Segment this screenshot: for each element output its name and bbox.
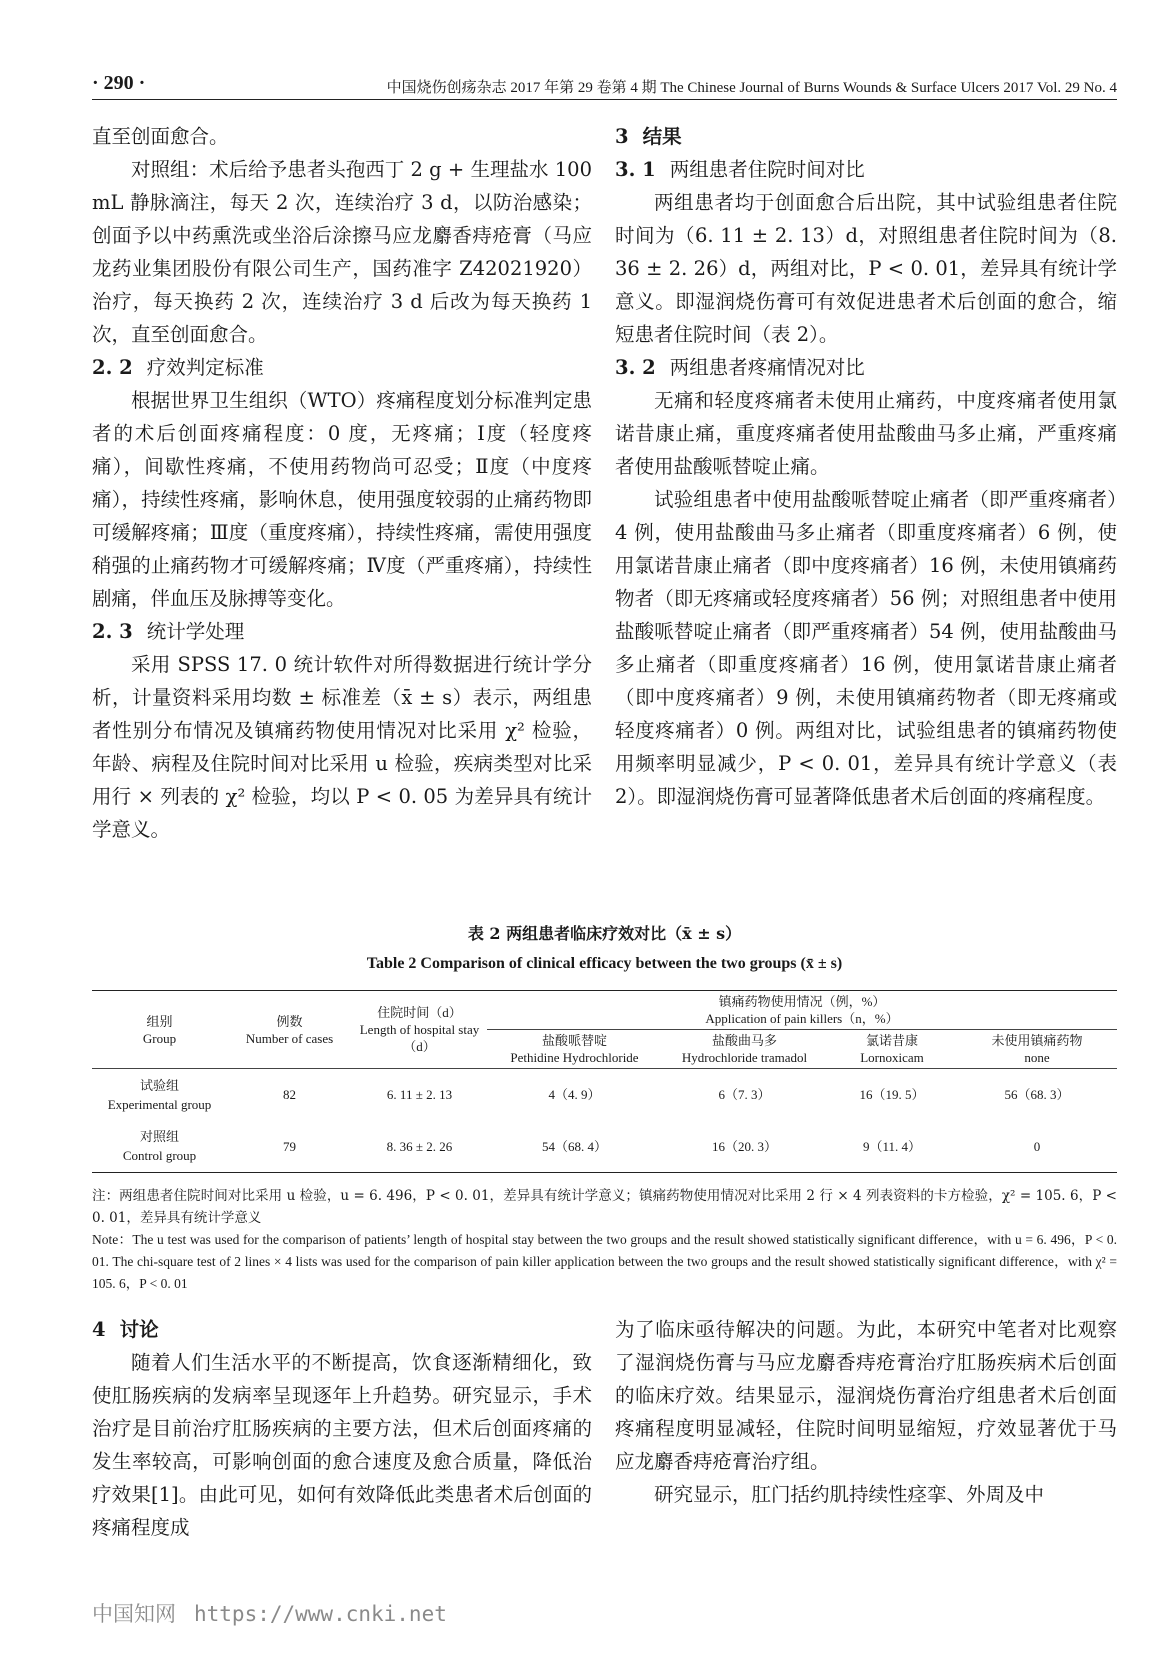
header-label-cn: 盐酸哌替啶 [541,1033,607,1048]
table-caption-cn: 表 2 两组患者临床疗效对比（x̄ ± s） [467,924,742,943]
header-label-en: Length of hospital stay（d） [359,1022,480,1054]
left-column-bottom [92,1313,592,1544]
paragraph: 直至创面愈合。 [92,125,229,148]
watermark-url: https://www.cnki.net [194,1602,447,1626]
header-stay [352,991,487,1069]
header-group [92,991,227,1069]
table-caption-en: Table 2 Comparison of clinical efficacy between the two groups (x̄ ± s) [366,955,843,972]
left-column-top [92,120,592,846]
header-lornoxicam [827,1030,957,1069]
header-tramadol [662,1030,827,1069]
header-label-cn: 盐酸曲马多 [711,1033,777,1048]
header-label-cn: 镇痛药物使用情况（例，%） [718,994,886,1009]
journal-citation: 中国烧伤创疡杂志 2017 年第 29 卷第 4 期 The Chinese Journal of Burns Wounds & Surface Ulcers 2017 Vol. 29 No. 4 [386,80,1117,96]
cell-cases: 79 [227,1121,352,1173]
section-number: 2. 3 [92,620,133,643]
header-label-cn: 未使用镇痛药物 [991,1033,1083,1048]
paragraph: 随着人们生活水平的不断提高，饮食逐渐精细化，致使肛肠疾病的发病率呈现逐年上升趋势。研究显示，手术治疗是目前治疗肛肠疾病的主要方法，但术后创面疼痛的发生率较高，可影响创面的愈合速度及愈合质量，降低治疗效果[1]。由此可见，如何有效降低此类患者术后创面的疼痛程度成 [92,1351,592,1539]
results-table [92,990,1117,1173]
paragraph: 对照组：术后给予患者头孢西丁 2 g + 生理盐水 100 mL 静脉滴注，每天 2 次，连续治疗 3 d，以防治感染；创面予以中药熏洗或坐浴后涂擦马应龙麝香痔疮膏（马应龙药业集团股份有限公司生产，国药准字 Z42021920）治疗，每天换药 2 次，连续治疗 3 d 后改为每天换药 1 次，直至创面愈合。 [92,158,592,346]
cell-tramadol: 16（20. 3） [662,1121,827,1173]
watermark-brand: 中国知网 [92,1602,176,1626]
group-label-cn: 对照组 [139,1129,179,1145]
cell-lornoxicam: 9（11. 4） [827,1121,957,1173]
section-heading-4 [92,1313,592,1346]
header-label-en: none [1024,1050,1050,1065]
paragraph: 无痛和轻度疼痛者未使用止痛药，中度疼痛者使用氯诺昔康止痛，重度疼痛者使用盐酸曲马多止痛，严重疼痛者使用盐酸哌替啶止痛。 [615,389,1117,478]
header-label-en: Pethidine Hydrochloride [510,1050,639,1065]
section-number: 3 [615,125,629,148]
header-label-en: Number of cases [245,1030,334,1046]
section-heading-3-1 [615,153,1117,186]
header-label-cn: 住院时间（d） [377,1005,462,1020]
section-title: 两组患者疼痛情况对比 [669,356,865,379]
header-label-cn: 组别 [146,1013,173,1029]
cnki-watermark [92,1598,447,1628]
table-note-en: Note：The u test was used for the comparison of patients’ length of hospital stay between the two groups and the result showed statistically significant difference，with u = 6. 496，P < 0. 01. The chi-square test of 2 lines × 4 lists was used for the comparison of pain killer application between the two groups and the result showed statistically significant difference，with χ² = 105. 6，P < 0. 01 [92,1232,1117,1291]
section-title: 统计学处理 [146,620,245,643]
header-pain-killers [487,991,1117,1030]
header-pethidine [487,1030,662,1069]
paragraph: 根据世界卫生组织（WTO）疼痛程度划分标准判定患者的术后创面疼痛程度：0 度，无疼痛；Ⅰ度（轻度疼痛），间歇性疼痛，不使用药物尚可忍受；Ⅱ度（中度疼痛），持续性疼痛，影响休息，使用强度较弱的止痛药物即可缓解疼痛；Ⅲ度（重度疼痛），持续性疼痛，需使用强度稍强的止痛药物才可缓解疼痛；Ⅳ度（严重疼痛），持续性剧痛，伴血压及脉搏等变化。 [92,389,592,610]
cell-cases: 82 [227,1069,352,1121]
table-row [92,1121,1117,1173]
header-none [957,1030,1117,1069]
running-header [92,70,1117,100]
cell-lornoxicam: 16（19. 5） [827,1069,957,1121]
section-heading-3 [615,120,1117,153]
header-label-en: Application of pain killers（n，%） [705,1011,899,1026]
section-heading-3-2 [615,351,1117,384]
cell-tramadol: 6（7. 3） [662,1069,827,1121]
section-heading-2-2 [92,351,592,384]
paragraph: 采用 SPSS 17. 0 统计软件对所得数据进行统计学分析，计量资料采用均数 ± 标准差（x̄ ± s）表示，两组患者性别分布情况及镇痛药物使用情况对比采用 χ² 检验，年龄、病程及住院时间对比采用 u 检验，疾病类型对比采用行 × 列表的 χ² 检验，均以 P < 0. 05 为差异具有统计学意义。 [92,653,592,841]
section-number: 3. 1 [615,158,656,181]
cell-none: 56（68. 3） [957,1069,1117,1121]
section-number: 2. 2 [92,356,133,379]
section-number: 3. 2 [615,356,656,379]
table-row [92,1069,1117,1121]
cell-stay: 8. 36 ± 2. 26 [352,1121,487,1173]
group-label-cn: 试验组 [139,1077,179,1093]
header-label-en: Group [142,1030,177,1046]
section-title: 讨论 [119,1318,159,1341]
section-title: 结果 [642,125,682,148]
paragraph: 为了临床亟待解决的问题。为此，本研究中笔者对比观察了湿润烧伤膏与马应龙麝香痔疮膏治疗肛肠疾病术后创面的临床疗效。结果显示，湿润烧伤膏治疗组患者术后创面疼痛程度明显减轻，住院时间明显缩短，疗效显著优于马应龙麝香痔疮膏治疗组。 [615,1318,1117,1473]
cell-group [92,1121,227,1173]
right-column-top [615,120,1117,813]
header-label-cn: 例数 [276,1013,303,1029]
right-column-bottom [615,1313,1117,1511]
page-number: · 290 · [92,72,146,94]
section-title: 疗效判定标准 [146,356,264,379]
cell-stay: 6. 11 ± 2. 13 [352,1069,487,1121]
cell-none: 0 [957,1121,1117,1173]
group-label-en: Control group [122,1148,197,1164]
paragraph: 研究显示，肛门括约肌持续性痉挛、外周及中 [654,1483,1045,1506]
paragraph: 两组患者均于创面愈合后出院，其中试验组患者住院时间为（6. 11 ± 2. 13）d，对照组患者住院时间为（8. 36 ± 2. 26）d，两组对比，P < 0. 01，差异具有统计学意义。即湿润烧伤膏可有效促进患者术后创面的愈合，缩短患者住院时间（表 2）。 [615,191,1117,346]
section-heading-2-3 [92,615,592,648]
cell-group [92,1069,227,1121]
section-title: 两组患者住院时间对比 [669,158,865,181]
cell-pethidine: 54（68. 4） [487,1121,662,1173]
table-note-cn: 注：两组患者住院时间对比采用 u 检验，u = 6. 496，P < 0. 01，差异具有统计学意义；镇痛药物使用情况对比采用 2 行 × 4 列表资料的卡方检验，χ² = 105. 6，P < 0. 01，差异具有统计学意义 [92,1188,1117,1226]
header-label-cn: 氯诺昔康 [865,1033,918,1048]
section-number: 4 [92,1318,106,1341]
header-label-en: Lornoxicam [860,1050,924,1065]
cell-pethidine: 4（4. 9） [487,1069,662,1121]
header-label-en: Hydrochloride tramadol [681,1050,808,1065]
group-label-en: Experimental group [107,1096,212,1112]
paragraph: 试验组患者中使用盐酸哌替啶止痛者（即严重疼痛者）4 例，使用盐酸曲马多止痛者（即重度疼痛者）6 例，使用氯诺昔康止痛者（即中度疼痛者）16 例，未使用镇痛药物者（即无疼痛或轻度疼痛者）56 例；对照组患者中使用盐酸哌替啶止痛者（即严重疼痛者）54 例，使用盐酸曲马多止痛者（即重度疼痛者）16 例，使用氯诺昔康止痛者（即中度疼痛者）9 例，未使用镇痛药物者（即无疼痛或轻度疼痛者）0 例。两组对比，试验组患者的镇痛药物使用频率明显减少，P < 0. 01，差异具有统计学意义（表 2）。即湿润烧伤膏可显著降低患者术后创面的疼痛程度。 [615,488,1117,808]
header-cases [227,991,352,1069]
